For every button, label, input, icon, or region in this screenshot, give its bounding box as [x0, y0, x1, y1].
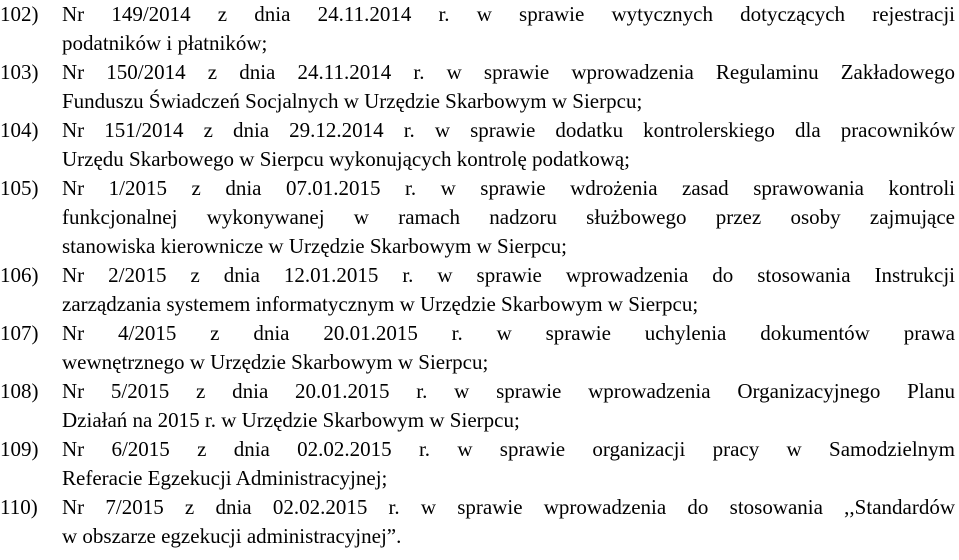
- item-text-line: Nr 4/2015 z dnia 20.01.2015 r. w sprawie uchylenia dokumentów prawa: [62, 321, 955, 345]
- item-number: 103): [0, 60, 39, 84]
- item-number: 107): [0, 321, 39, 345]
- item-text-line: Urzędu Skarbowego w Sierpcu wykonujących kontrolę podatkową;: [62, 147, 631, 171]
- item-number: 105): [0, 176, 39, 200]
- item-text-line: Działań na 2015 r. w Urzędzie Skarbowym w Sierpcu;: [62, 408, 520, 432]
- item-number: 102): [0, 2, 39, 26]
- item-text-line: funkcjonalnej wykonywanej w ramach nadzoru służbowego przez osoby zajmujące: [62, 205, 955, 229]
- item-text-line: wewnętrznego w Urzędzie Skarbowym w Sierpcu;: [62, 350, 489, 374]
- item-number: 110): [0, 495, 38, 519]
- item-text-line: zarządzania systemem informatycznym w Urzędzie Skarbowym w Sierpcu;: [62, 292, 699, 316]
- item-number: 106): [0, 263, 39, 287]
- item-text-line: Nr 150/2014 z dnia 24.11.2014 r. w sprawie wprowadzenia Regulaminu Zakładowego: [62, 60, 955, 84]
- item-text-line: Funduszu Świadczeń Socjalnych w Urzędzie Skarbowym w Sierpcu;: [62, 89, 643, 113]
- item-text-line: Nr 7/2015 z dnia 02.02.2015 r. w sprawie wprowadzenia do stosowania ,,Standardów: [62, 495, 955, 519]
- item-number: 104): [0, 118, 39, 142]
- item-text-line: Nr 5/2015 z dnia 20.01.2015 r. w sprawie wprowadzenia Organizacyjnego Planu: [62, 379, 955, 403]
- item-text-line: podatników i płatników;: [62, 31, 268, 55]
- item-text-line: stanowiska kierownicze w Urzędzie Skarbowym w Sierpcu;: [62, 234, 568, 258]
- item-text-line: w obszarze egzekucji administracyjnej”.: [62, 524, 402, 548]
- item-text-line: Nr 151/2014 z dnia 29.12.2014 r. w sprawie dodatku kontrolerskiego dla pracowników: [62, 118, 955, 142]
- item-number: 108): [0, 379, 39, 403]
- item-text-line: Nr 6/2015 z dnia 02.02.2015 r. w sprawie organizacji pracy w Samodzielnym: [62, 437, 955, 461]
- item-text-line: Nr 1/2015 z dnia 07.01.2015 r. w sprawie wdrożenia zasad sprawowania kontroli: [62, 176, 955, 200]
- item-text-line: Nr 2/2015 z dnia 12.01.2015 r. w sprawie wprowadzenia do stosowania Instrukcji: [62, 263, 955, 287]
- item-text-line: Referacie Egzekucji Administracyjnej;: [62, 466, 388, 490]
- item-number: 109): [0, 437, 39, 461]
- item-text-line: Nr 149/2014 z dnia 24.11.2014 r. w sprawie wytycznych dotyczących rejestracji: [62, 2, 955, 26]
